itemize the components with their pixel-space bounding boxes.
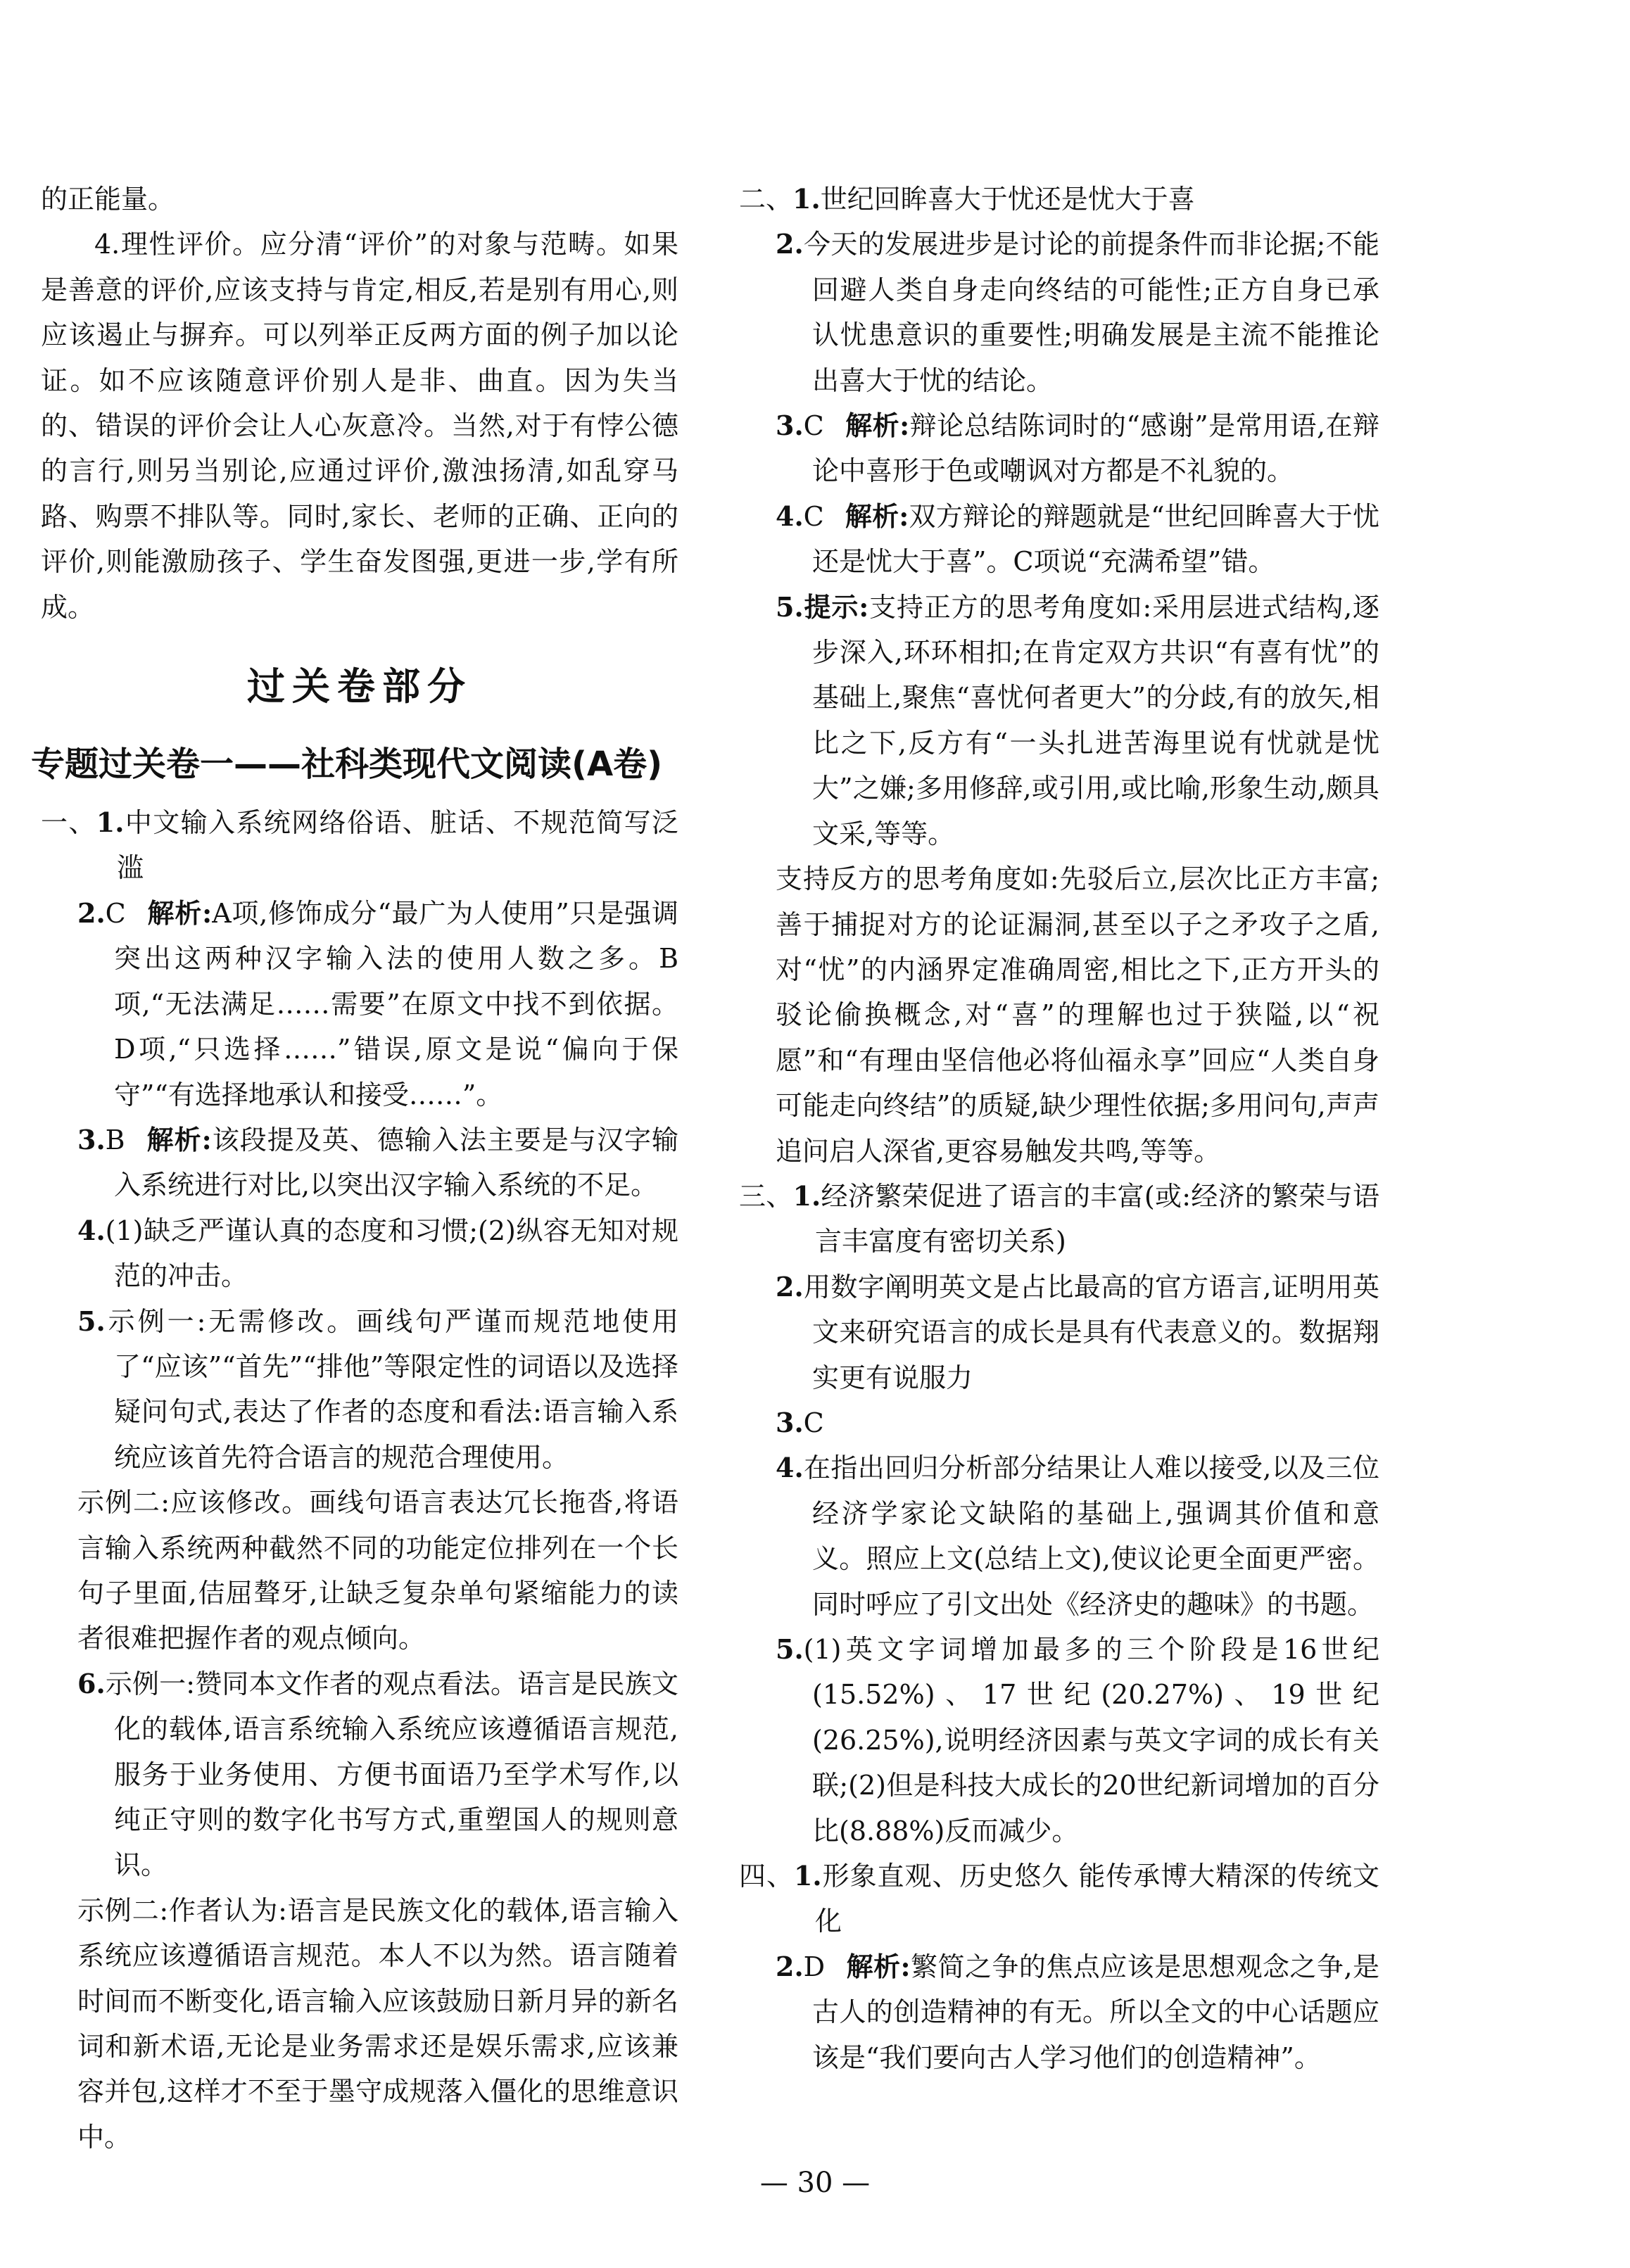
section-marker: 二、 <box>739 184 793 215</box>
question-number: 3. <box>776 410 804 442</box>
question-number: 1. <box>793 1860 822 1892</box>
section-marker: 一、 <box>41 807 96 839</box>
answer-choice: C <box>105 897 126 929</box>
question-number: 5. <box>77 1305 106 1337</box>
answer-item <box>739 403 1379 494</box>
answer-text: 支持正方的思考角度如:采用层进式结构,逐步深入,环环相扣;在肯定双方共识“有喜有忧”的基础上,聚焦“喜忧何者更大”的分歧,有的放矢,相比之下,反方有“一头扎进苦海里说有忧就是忧大”之嫌;多用修辞,或引用,或比喻,形象生动,颇具文采,等等。 <box>812 591 1379 849</box>
question-number: 2. <box>776 1270 804 1303</box>
answer-item <box>739 222 1379 403</box>
answer-text: 示例一:无需修改。画线句严谨而规范地使用了“应该”“首先”“排他”等限定性的词语以及选择疑问句式,表达了作者的态度和看法:语言输入系统应该首先符合语言的规范合理使用。 <box>105 1305 678 1473</box>
analysis-label: 解析: <box>845 410 910 442</box>
question-number: 4. <box>776 500 804 532</box>
unit-title: 专题过关卷一——社科类现代文阅读(A卷) <box>31 745 663 785</box>
answer-choice: B <box>105 1124 125 1155</box>
answer-choice: C <box>803 410 824 442</box>
question-number: 3. <box>776 1406 804 1438</box>
question-number: 1. <box>792 1179 821 1212</box>
answer-text: 繁简之争的焦点应该是思想观念之争,是古人的创造精神的有无。所以全文的中心话题应该是“我们要向古人学习他们的创造精神”。 <box>812 1951 1379 2073</box>
answer-text: 双方辩论的辩题就是“世纪回眸喜大于忧还是忧大于喜”。C项说“充满希望”错。 <box>812 500 1379 578</box>
question-number: 4. <box>776 1452 804 1484</box>
answer-item <box>41 1299 678 1481</box>
paragraph-rational-evaluation: 4.理性评价。应分清“评价”的对象与范畴。如果是善意的评价,应该支持与肯定,相反,若是别有用心,则应该遏止与摒弃。可以列举正反两方面的例子加以论证。如不应该随意评价别人是非、曲直。因为失当的、错误的评价会让人心灰意冷。当然,对于有悖公德的言行,则另当别论,应通过评价,激浊扬清,如乱穿马路、购票不排队等。同时,家长、老师的正确、正向的评价,则能激励孩子、学生奋发图强,更进一步,学有所成。 <box>41 229 678 623</box>
answer-item <box>739 1265 1379 1400</box>
left-column <box>31 177 678 2160</box>
question-number: 4. <box>77 1214 106 1246</box>
page-number: — 30 — <box>759 2167 871 2199</box>
answer-item <box>739 177 1379 222</box>
answer-text: (1)英文字词增加最多的三个阶段是16世纪(15.52%)、17世纪(20.27%)、19世纪(26.25%),说明经济因素与英文字词的成长有关联;(2)但是科技大成长的20世纪新词增加的百分比(8.88%)反而减少。 <box>803 1634 1379 1846</box>
answer-text: 经济繁荣促进了语言的丰富(或:经济的繁荣与语言丰富度有密切关系) <box>815 1180 1379 1257</box>
question-number: 6. <box>77 1667 106 1699</box>
answer-item <box>41 1208 678 1299</box>
answer-choice: D <box>803 1951 826 1982</box>
question-number: 5. <box>776 1633 804 1665</box>
question-number: 1. <box>792 183 821 215</box>
answer-item <box>739 1854 1379 1944</box>
answer-item <box>41 1661 678 1888</box>
paragraph-continuation: 的正能量。 <box>41 184 175 215</box>
question-number: 2. <box>776 1950 804 1982</box>
right-column <box>739 177 1379 2080</box>
answer-item <box>739 585 1379 856</box>
answer-text: (1)缺乏严谨认真的态度和习惯;(2)纵容无知对规范的冲击。 <box>105 1215 678 1292</box>
answer-item <box>739 1627 1379 1854</box>
question-number: 1. <box>96 806 125 839</box>
question-number: 2. <box>776 228 804 260</box>
answer-text-continued: 支持反方的思考角度如:先驳后立,层次比正方丰富;善于捕捉对方的论证漏洞,甚至以子之矛攻子之盾,对“忧”的内涵界定准确周密,相比之下,正方开头的驳论偷换概念,对“喜”的理解也过于狭隘,以“祝愿”和“有理由坚信他必将仙福永享”回应“人类自身可能走向终结”的质疑,缺少理性依据;多用问句,声声追问启人深省,更容易触发共鸣,等等。 <box>776 863 1379 1167</box>
answer-item <box>41 891 678 1117</box>
question-number: 5. <box>776 590 804 623</box>
answer-text: 世纪回眸喜大于忧还是忧大于喜 <box>820 184 1195 215</box>
answer-item <box>739 1400 1379 1445</box>
answer-text-continued: 示例二:作者认为:语言是民族文化的载体,语言输入系统应该遵循语言规范。本人不以为然。语言随着时间而不断变化,语言输入应该鼓励日新月异的新名词和新术语,无论是业务需求还是娱乐需求,应该兼容并包,这样才不至于墨守成规落入僵化的思维意识中。 <box>77 1894 678 2153</box>
answer-text: 该段提及英、德输入法主要是与汉字输入系统进行对比,以突出汉字输入系统的不足。 <box>114 1124 678 1201</box>
analysis-label: 解析: <box>146 897 213 929</box>
section-marker: 四、 <box>739 1861 794 1892</box>
answer-text: 今天的发展进步是讨论的前提条件而非论据;不能回避人类自身走向终结的可能性;正方自身已承认忧患意识的重要性;明确发展是主流不能推论出喜大于忧的结论。 <box>803 229 1379 396</box>
answer-text: 形象直观、历史悠久 能传承博大精深的传统文化 <box>815 1861 1379 1937</box>
answer-text: 用数字阐明英文是占比最高的官方语言,证明用英文来研究语言的成长是具有代表意义的。数据翔实更有说服力 <box>803 1271 1379 1393</box>
answer-text: 辩论总结陈词时的“感谢”是常用语,在辩论中喜形于色或嘲讽对方都是不礼貌的。 <box>812 410 1380 487</box>
answer-item <box>739 1174 1379 1265</box>
section-marker: 三、 <box>739 1180 793 1212</box>
section-title: 过关卷部分 <box>247 664 472 709</box>
answer-item <box>41 800 678 891</box>
answer-item <box>739 1445 1379 1627</box>
question-number: 3. <box>77 1123 106 1155</box>
answer-text: 在指出回归分析部分结果让人难以接受,以及三位经济学家论文缺陷的基础上,强调其价值和意义。照应上文(总结上文),使议论更全面更严密。同时呼应了引文出处《经济史的趣味》的书题。 <box>803 1452 1379 1620</box>
question-number: 2. <box>77 897 106 929</box>
answer-choice: C <box>803 1407 824 1438</box>
answer-item <box>41 1117 678 1208</box>
answer-text: 示例一:赞同本文作者的观点看法。语言是民族文化的载体,语言系统输入系统应该遵循语言规范,服务于业务使用、方便书面语乃至学术写作,以纯正守则的数字化书写方式,重塑国人的规则意识。 <box>105 1668 678 1881</box>
answer-text: 中文输入系统网络俗语、脏话、不规范简写泛滥 <box>117 807 678 884</box>
analysis-label: 解析: <box>146 1123 212 1155</box>
answer-item <box>739 494 1379 585</box>
answer-text-continued: 示例二:应该修改。画线句语言表达冗长拖沓,将语言输入系统两种截然不同的功能定位排列在一个长句子里面,佶屈聱牙,让缺乏复杂单句紧缩能力的读者很难把握作者的观点倾向。 <box>77 1487 678 1654</box>
answer-choice: C <box>803 500 824 532</box>
hint-label: 提示: <box>803 590 869 623</box>
answer-item <box>739 1944 1379 2080</box>
analysis-label: 解析: <box>845 500 909 532</box>
answer-text: A项,修饰成分“最广为人使用”只是强调突出这两种汉字输入法的使用人数之多。B项,“无法满足……需要”在原文中找不到依据。D项,“只选择……”错误,原文是说“偏向于保守”“有选择地承认和接受……”。 <box>114 897 678 1110</box>
analysis-label: 解析: <box>846 1950 911 1982</box>
